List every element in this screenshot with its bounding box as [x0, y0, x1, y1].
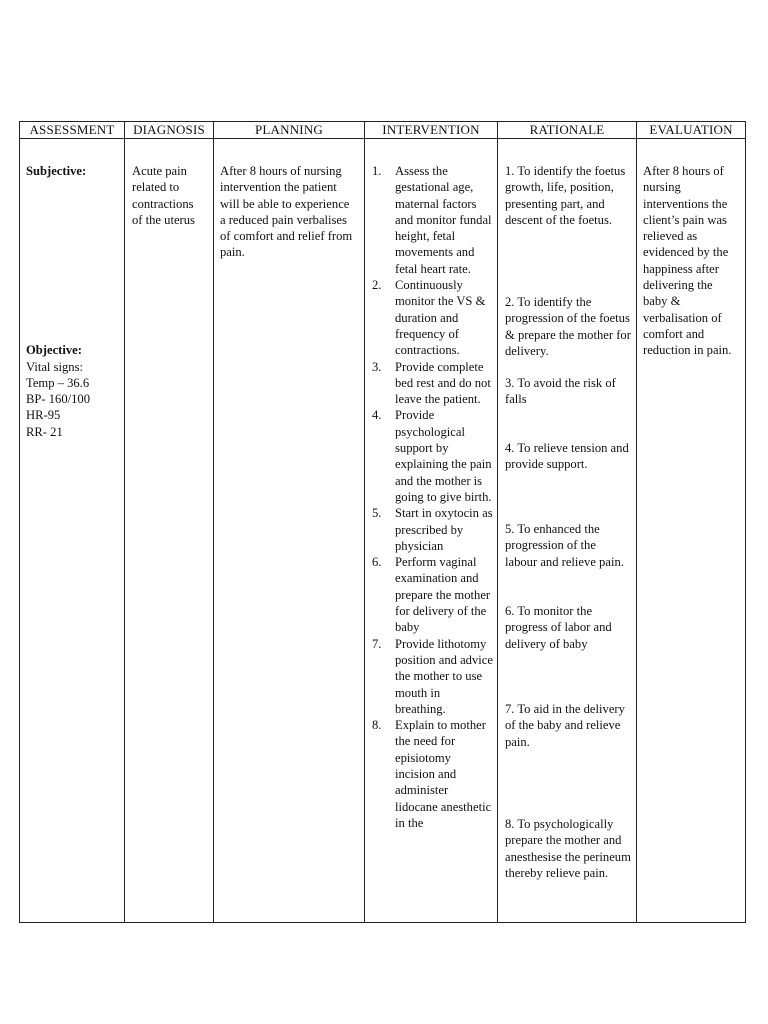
rationale-item: 5. To enhanced the progression of the labour and relieve pain. [505, 522, 624, 569]
intervention-item: 5. Start in oxytocin as prescribed by physician [372, 506, 493, 553]
planning-text: After 8 hours of nursing intervention the patient will be able to experience a reduced pain verbalises of comfort and relief from pain. [220, 164, 353, 260]
nursing-care-plan-table [19, 121, 746, 923]
subjective-label: Subjective: [26, 164, 87, 178]
rationale-cell [498, 139, 637, 923]
intervention-item: 6. Perform vaginal examination and prepare the mother for delivery of the baby [372, 555, 491, 635]
evaluation-text: After 8 hours of nursing interventions the client’s pain was relieved as evidenced by the happiness after delivering the baby & verbalisation of comfort and reduction in pain. [643, 164, 732, 358]
intervention-item: 1. Assess the gestational age, maternal factors and monitor fundal height, fetal movements and fetal heart rate. [372, 164, 492, 276]
rationale-list [505, 163, 631, 881]
header-rationale: RATIONALE [498, 122, 637, 139]
intervention-item: 2. Continuously monitor the VS & duration and frequency of contractions. [372, 278, 486, 358]
objective-label: Objective: [26, 343, 82, 358]
vital-bp: BP- 160/100 [26, 392, 91, 407]
intervention-cell [365, 139, 498, 923]
assessment-cell [20, 139, 125, 923]
header-diagnosis: DIAGNOSIS [125, 122, 214, 139]
planning-cell [214, 139, 365, 923]
rationale-item: 8. To psychologically prepare the mother and anesthesise the perineum thereby relieve pain. [505, 817, 631, 880]
intervention-item: 4. Provide psychological support by explaining the pain and the mother is going to give birth. [372, 408, 492, 504]
rationale-item: 3. To avoid the risk of falls [505, 376, 616, 407]
objective-block [26, 342, 118, 440]
rationale-item: 1. To identify the foetus growth, life, position, presenting part, and descent of the foetus. [505, 164, 626, 227]
diagnosis-text: Acute pain related to contractions of the uterus [132, 164, 195, 227]
intervention-item: 7. Provide lithotomy position and advice the mother to use mouth in breathing. [372, 636, 493, 716]
intervention-list [372, 163, 493, 831]
header-planning: PLANNING [214, 122, 365, 139]
vital-temp: Temp – 36.6 [26, 375, 90, 390]
header-row [20, 122, 746, 139]
header-evaluation: EVALUATION [637, 122, 746, 139]
rationale-item: 4. To relieve tension and provide support. [505, 441, 629, 472]
vital-hr: HR-95 [26, 408, 61, 423]
intervention-item: 3. Provide complete bed rest and do not leave the patient. [372, 359, 491, 407]
rationale-item: 2. To identify the progression of the foetus & prepare the mother for delivery. [505, 295, 631, 358]
diagnosis-cell [125, 139, 214, 923]
header-intervention: INTERVENTION [365, 122, 498, 139]
evaluation-cell [637, 139, 746, 923]
vital-rr: RR- 21 [26, 424, 63, 439]
vital-signs-heading: Vital signs: [26, 359, 83, 374]
intervention-item: 8. Explain to mother the need for episiotomy incision and administer lidocane anesthetic in the [372, 718, 492, 830]
content-row [20, 139, 746, 923]
rationale-item: 7. To aid in the delivery of the baby and relieve pain. [505, 702, 625, 749]
header-assessment: ASSESSMENT [20, 122, 125, 139]
rationale-item: 6. To monitor the progress of labor and delivery of baby [505, 604, 612, 651]
